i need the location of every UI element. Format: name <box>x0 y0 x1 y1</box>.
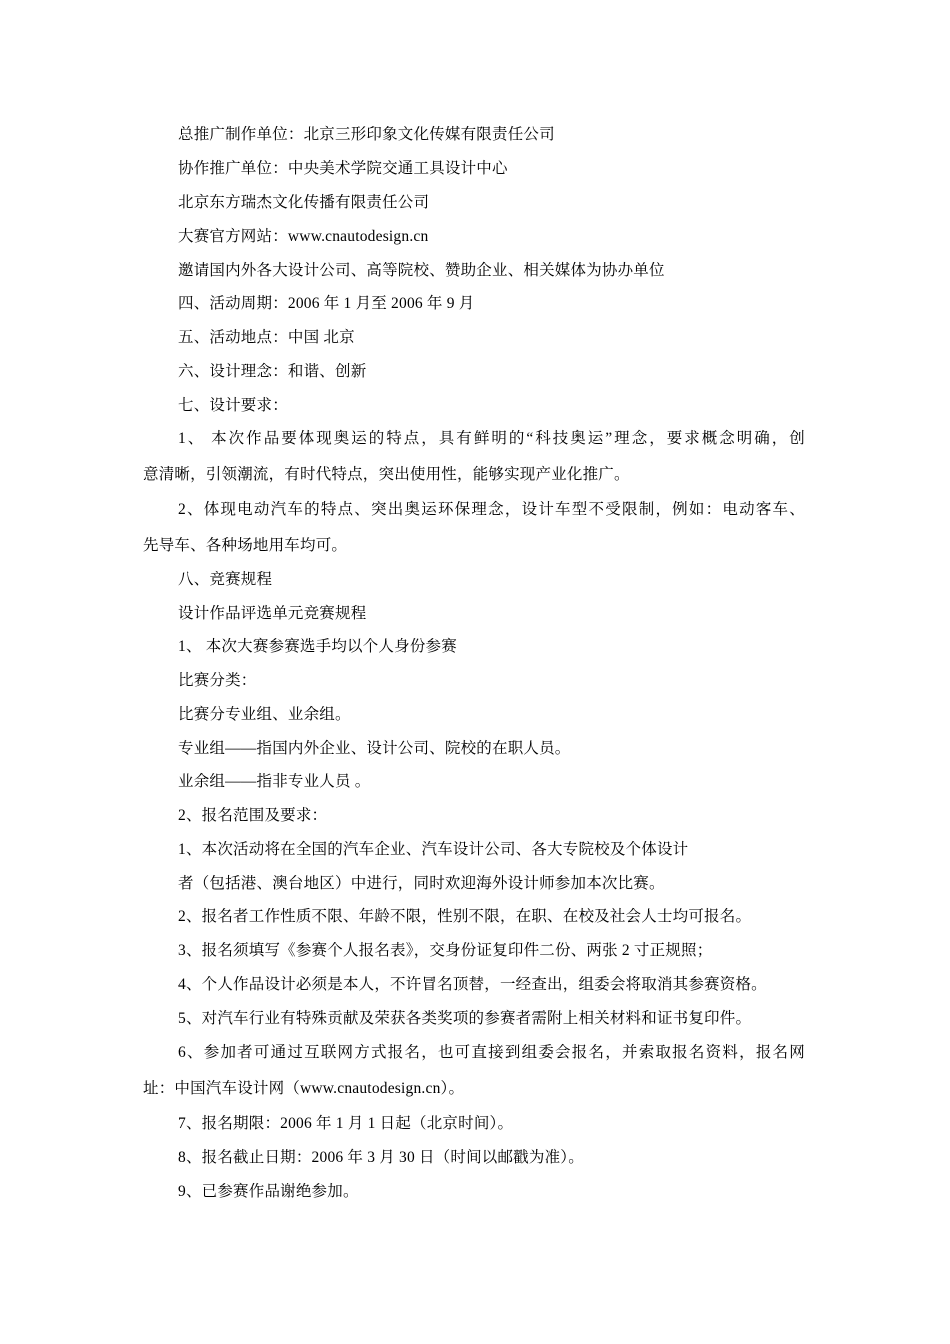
paragraph: 2、体现电动汽车的特点、突出奥运环保理念，设计车型不受限制，例如：电动客车、 <box>178 501 805 518</box>
paragraph: 大赛官方网站：www.cnautodesign.cn <box>178 228 429 245</box>
paragraph: 5、对汽车行业有特殊贡献及荣获各类奖项的参赛者需附上相关材料和证书复印件。 <box>178 1010 752 1027</box>
paragraph: 1、 本次大赛参赛选手均以个人身份参赛 <box>178 638 457 655</box>
paragraph: 北京东方瑞杰文化传播有限责任公司 <box>178 194 430 211</box>
paragraph: 1、 本次作品要体现奥运的特点，具有鲜明的“科技奥运”理念，要求概念明确，创 <box>178 430 805 447</box>
paragraph: 五、活动地点：中国 北京 <box>178 329 355 346</box>
paragraph: 邀请国内外各大设计公司、高等院校、赞助企业、相关媒体为协办单位 <box>178 262 665 279</box>
paragraph: 七、设计要求： <box>178 397 288 414</box>
paragraph: 协作推广单位：中央美术学院交通工具设计中心 <box>178 160 508 177</box>
paragraph: 9、已参赛作品谢绝参加。 <box>178 1183 359 1200</box>
paragraph: 6、参加者可通过互联网方式报名，也可直接到组委会报名，并索取报名资料，报名网 <box>178 1044 805 1061</box>
paragraph: 总推广制作单位：北京三形印象文化传媒有限责任公司 <box>178 126 555 143</box>
paragraph: 4、个人作品设计必须是本人，不许冒名顶替，一经查出，组委会将取消其参赛资格。 <box>178 976 767 993</box>
paragraph: 六、设计理念：和谐、创新 <box>178 363 367 380</box>
paragraph: 2、报名者工作性质不限、年龄不限，性别不限，在职、在校及社会人士均可报名。 <box>178 908 752 925</box>
paragraph: 8、报名截止日期：2006 年 3 月 30 日（时间以邮戳为准）。 <box>178 1149 584 1166</box>
paragraph-continuation: 址：中国汽车设计网（www.cnautodesign.cn）。 <box>143 1080 465 1097</box>
paragraph: 比赛分类： <box>178 672 257 689</box>
paragraph: 3、报名须填写《参赛个人报名表》，交身份证复印件二份、两张 2 寸正规照； <box>178 942 713 959</box>
paragraph: 业余组——指非专业人员 。 <box>178 773 371 790</box>
paragraph-continuation: 意清晰，引领潮流，有时代特点，突出使用性，能够实现产业化推广。 <box>143 466 630 483</box>
paragraph: 比赛分专业组、业余组。 <box>178 706 351 723</box>
paragraph: 7、报名期限：2006 年 1 月 1 日起（北京时间）。 <box>178 1115 514 1132</box>
paragraph: 专业组——指国内外企业、设计公司、院校的在职人员。 <box>178 740 571 757</box>
paragraph: 设计作品评选单元竞赛规程 <box>178 605 367 622</box>
paragraph: 2、报名范围及要求： <box>178 807 328 824</box>
paragraph-continuation: 先导车、各种场地用车均可。 <box>143 537 348 554</box>
paragraph: 者（包括港、澳台地区）中进行，同时欢迎海外设计师参加本次比赛。 <box>178 875 665 892</box>
section-heading: 八、竞赛规程 <box>178 571 273 588</box>
paragraph: 四、活动周期：2006 年 1 月至 2006 年 9 月 <box>178 295 475 312</box>
paragraph: 1、本次活动将在全国的汽车企业、汽车设计公司、各大专院校及个体设计 <box>178 841 689 858</box>
